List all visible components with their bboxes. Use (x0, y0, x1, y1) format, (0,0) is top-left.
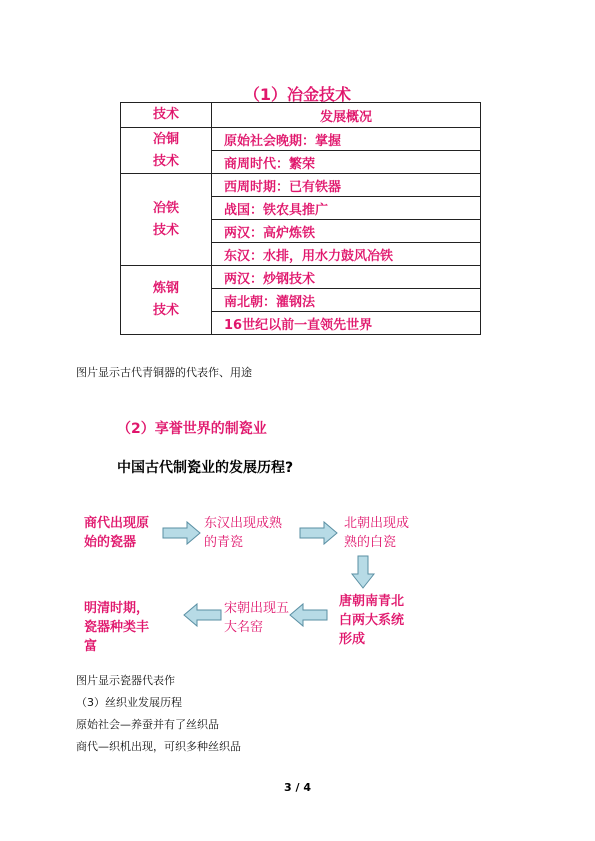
table-cell: 东汉：水排，用水力鼓风冶铁 (212, 243, 481, 266)
flow-node-shang (84, 514, 149, 552)
arrow-left-icon (184, 604, 221, 626)
table-cell: 两汉：炒钢技术 (212, 266, 481, 289)
flow-node-line: 富 (84, 639, 98, 654)
section3-title: （3）丝织业发展历程 (76, 696, 182, 709)
flow-node-line: 商代出现原 (84, 516, 150, 531)
page-number: 3 / 4 (284, 781, 311, 794)
section3-line: 商代—织机出现，可织多种丝织品 (76, 740, 241, 753)
tech-iron-line2: 技术 (152, 222, 179, 238)
flow-node-tang (339, 592, 404, 649)
table-cell: 南北朝：灌钢法 (212, 289, 481, 312)
flow-node-line: 的青瓷 (204, 535, 244, 550)
table-cell: 16世纪以前一直领先世界 (212, 312, 481, 335)
section2-title: （2）享誉世界的制瓷业 (117, 421, 267, 437)
flow-node-line: 熟的白瓷 (344, 535, 397, 550)
flow-node-line: 明清时期， (84, 601, 150, 616)
table-cell: 西周时期：已有铁器 (212, 174, 481, 197)
table-header-overview: 发展概况 (212, 103, 481, 128)
flow-node-mingqing (84, 599, 149, 656)
flow-node-line: 宋朝出现五 (224, 601, 290, 616)
flow-node-line: 白两大系统 (339, 613, 405, 628)
flow-node-line: 瓷器种类丰 (84, 620, 150, 635)
section1-title: （1）冶金技术 (243, 85, 352, 104)
section2-caption: 图片显示瓷器代表作 (76, 674, 175, 687)
tech-iron-line1: 冶铁 (152, 200, 179, 216)
arrow-right-icon (300, 522, 337, 544)
arrow-down-icon (352, 556, 374, 588)
tech-copper-line1: 冶铜 (152, 131, 179, 147)
tech-steel-line1: 炼钢 (152, 281, 179, 296)
section2-question: 中国古代制瓷业的发展历程? (117, 460, 294, 476)
tech-copper-line2: 技术 (152, 153, 179, 169)
arrow-left-icon (290, 604, 327, 626)
flow-node-line: 大名窑 (224, 620, 264, 635)
flow-node-beichao (344, 514, 409, 552)
table-cell: 两汉：高炉炼铁 (212, 220, 481, 243)
table-cell: 商周时代：繁荣 (212, 151, 481, 174)
section3-line: 原始社会—养蚕并有了丝织品 (76, 718, 219, 731)
table-cell: 原始社会晚期：掌握 (212, 128, 481, 151)
table-cell: 战国：铁农具推广 (212, 197, 481, 220)
flow-node-line: 形成 (339, 632, 366, 647)
section1-caption: 图片显示古代青铜器的代表作、用途 (76, 366, 252, 379)
flow-node-line: 北朝出现成 (344, 516, 410, 531)
flow-node-line: 东汉出现成熟 (204, 516, 283, 531)
flow-node-line: 始的瓷器 (84, 535, 137, 550)
arrow-right-icon (163, 522, 200, 544)
tech-steel-line2: 技术 (152, 303, 179, 318)
table-header-tech: 技术 (121, 103, 212, 128)
flow-node-song (224, 599, 289, 637)
flow-node-line: 唐朝南青北 (339, 594, 405, 609)
flow-node-donghan (204, 514, 282, 552)
